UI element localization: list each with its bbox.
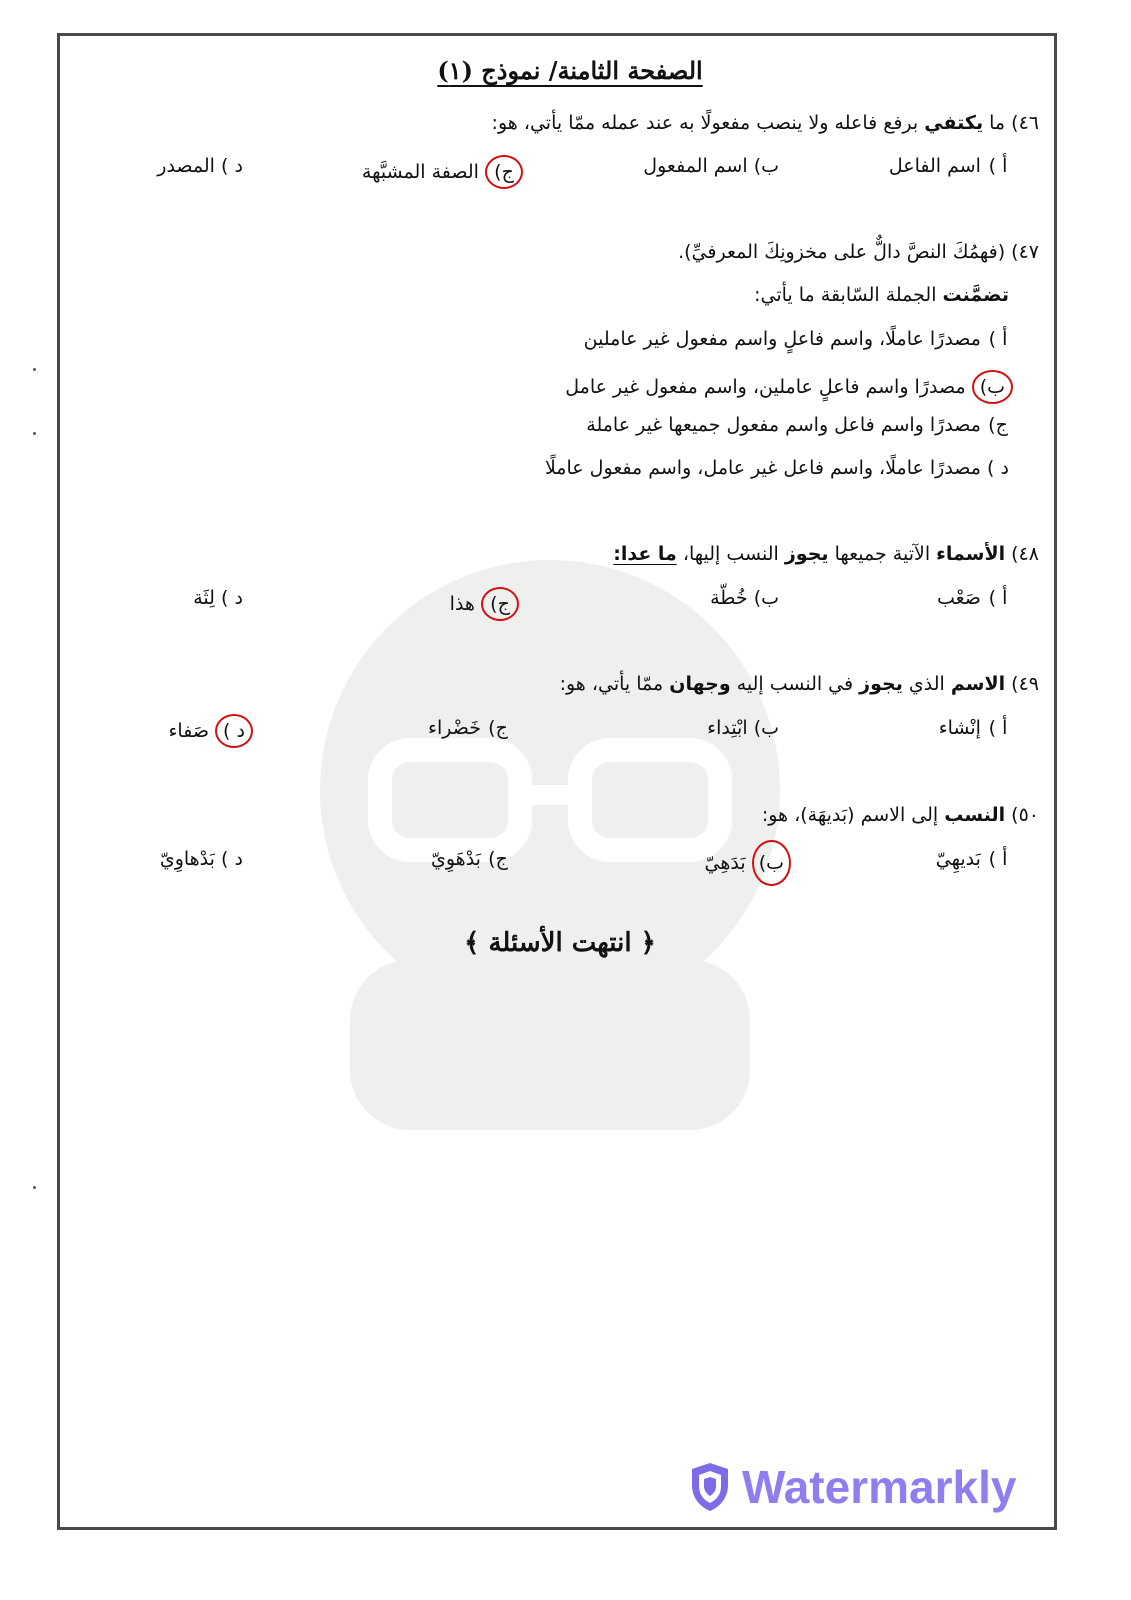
q49-option-c[interactable]: [428, 717, 509, 739]
option-letter: أ ): [988, 155, 1008, 177]
q47-option-b[interactable]: [565, 370, 1013, 404]
option-text: بَدَهِيّ: [704, 852, 746, 874]
q50-option-d[interactable]: [160, 848, 243, 870]
q48-option-b[interactable]: [710, 587, 779, 609]
q48-option-a[interactable]: [937, 587, 1009, 609]
shield-logo-icon: [688, 1461, 732, 1513]
selected-answer-circle: ج): [481, 587, 519, 621]
option-text: المصدر: [157, 155, 215, 177]
watermarkly-brand: [688, 1455, 1050, 1519]
scan-speck: [33, 432, 36, 435]
option-letter: أ ): [988, 717, 1008, 739]
scan-speck: [33, 368, 36, 371]
option-letter: ب): [753, 587, 779, 609]
q46-option-c[interactable]: [362, 155, 523, 189]
question-47-stem: [678, 241, 1039, 263]
option-text: الصفة المشبَّهة: [361, 161, 479, 183]
option-text: صَفاء: [168, 720, 209, 742]
option-letter: ب): [753, 717, 779, 739]
q48-option-c[interactable]: [450, 587, 519, 621]
question-48-stem: [613, 543, 1039, 565]
option-text: بَدْهَوِيّ: [430, 848, 481, 870]
stem-bold-text: يكتفي: [924, 112, 984, 134]
stem-bold-text: يجوز: [859, 673, 903, 695]
option-letter: أ ): [988, 328, 1008, 350]
question-number: ٤٨): [1011, 543, 1039, 565]
selected-answer-circle: د ): [215, 714, 253, 748]
page-title: الصفحة الثامنة/ نموذج (١): [437, 56, 703, 85]
option-text: خُطّة: [710, 587, 748, 609]
option-letter: د ): [221, 155, 243, 177]
question-46-stem: [492, 112, 1039, 134]
q50-option-c[interactable]: [431, 848, 509, 870]
stem-bold-text: تضمَّنت: [942, 284, 1009, 306]
option-letter: أ ): [988, 848, 1008, 870]
stem-bold-text: يجوز: [784, 543, 829, 565]
stem-text: إلى الاسم (بَديهَة)، هو:: [761, 804, 939, 826]
option-text: هذا: [449, 593, 475, 615]
stem-text: النسب إليها،: [682, 543, 779, 565]
selected-answer-circle: ب): [972, 370, 1013, 404]
option-text: اسم المفعول: [643, 155, 748, 177]
stem-bold-text: الاسم: [950, 673, 1006, 695]
q49-option-a[interactable]: [939, 717, 1009, 739]
option-text: لِثَة: [193, 587, 215, 609]
question-number: ٤٧): [1011, 241, 1039, 263]
q49-option-b[interactable]: [707, 717, 779, 739]
stem-underlined-text: ما عدا:: [613, 543, 677, 565]
stem-text: ممّا يأتي، هو:: [559, 673, 664, 695]
stem-text: الذي: [908, 673, 945, 695]
question-49-stem: [560, 673, 1039, 695]
option-text: اسم الفاعل: [888, 155, 981, 177]
option-text: بَدْهاوِيّ: [159, 848, 215, 870]
option-letter: ج): [488, 717, 508, 739]
option-text: مصدرًا واسم فاعلٍ عاملين، واسم مفعول غير عامل: [565, 376, 966, 398]
option-text: مصدرًا عاملًا، واسم فاعلٍ واسم مفعول غير عاملين: [583, 328, 981, 350]
question-number: ٤٦): [1011, 112, 1039, 134]
option-letter: د ): [221, 848, 243, 870]
selected-answer-circle: ب): [752, 840, 791, 886]
stem-text: الآتية جميعها: [834, 543, 931, 565]
question-47-subline: [754, 284, 1009, 306]
option-text: صَعْب: [936, 587, 981, 609]
scan-speck: [33, 1186, 36, 1189]
brand-name: Watermarkly: [742, 1461, 1017, 1513]
option-text: مصدرًا واسم فاعل واسم مفعول جميعها غير عاملة: [586, 414, 981, 436]
option-letter: ب): [753, 155, 779, 177]
question-number: ٥٠): [1011, 804, 1039, 826]
q47-option-a[interactable]: [584, 328, 1009, 350]
stem-bold-text: النسب: [944, 804, 1006, 826]
stem-text: الجملة السّابقة ما يأتي:: [754, 284, 937, 306]
option-letter: ج): [488, 848, 508, 870]
option-text: ابْتِداء: [707, 717, 748, 739]
selected-answer-circle: ج): [485, 155, 523, 189]
option-letter: أ ): [988, 587, 1008, 609]
question-number: ٤٩): [1011, 673, 1039, 695]
stem-text: في النسب إليه: [736, 673, 854, 695]
q47-option-d[interactable]: [545, 457, 1009, 479]
q46-option-a[interactable]: [889, 155, 1009, 177]
option-letter: ج): [988, 414, 1008, 436]
stem-bold-text: الأسماء: [936, 543, 1006, 565]
end-of-questions: ﴿ انتهت الأسئلة ﴾: [464, 928, 656, 958]
option-letter: د ): [987, 457, 1009, 479]
stem-text: برفع فاعله ولا ينصب مفعولًا به عند عمله ممّا يأتي، هو:: [491, 112, 919, 134]
option-text: بَديهِيّ: [935, 848, 981, 870]
q47-option-c[interactable]: [586, 414, 1009, 436]
stem-text: (فهمُكَ النصَّ دالٌّ على مخزونِكَ المعرفيِّ).: [678, 241, 1006, 263]
q46-option-b[interactable]: [643, 155, 779, 177]
q46-option-d[interactable]: [157, 155, 243, 177]
question-50-stem: [762, 804, 1039, 826]
option-text: إنْشاء: [938, 717, 981, 739]
option-letter: د ): [221, 587, 243, 609]
option-text: مصدرًا عاملًا، واسم فاعل غير عامل، واسم مفعول عاملًا: [544, 457, 981, 479]
q50-option-a[interactable]: [936, 848, 1009, 870]
q50-option-b[interactable]: [705, 840, 791, 886]
q49-option-d[interactable]: [168, 714, 253, 748]
stem-bold-text: وجهان: [669, 673, 731, 695]
option-text: خَضْراء: [428, 717, 481, 739]
q48-option-d[interactable]: [193, 587, 243, 609]
stem-text: ما: [989, 112, 1006, 134]
